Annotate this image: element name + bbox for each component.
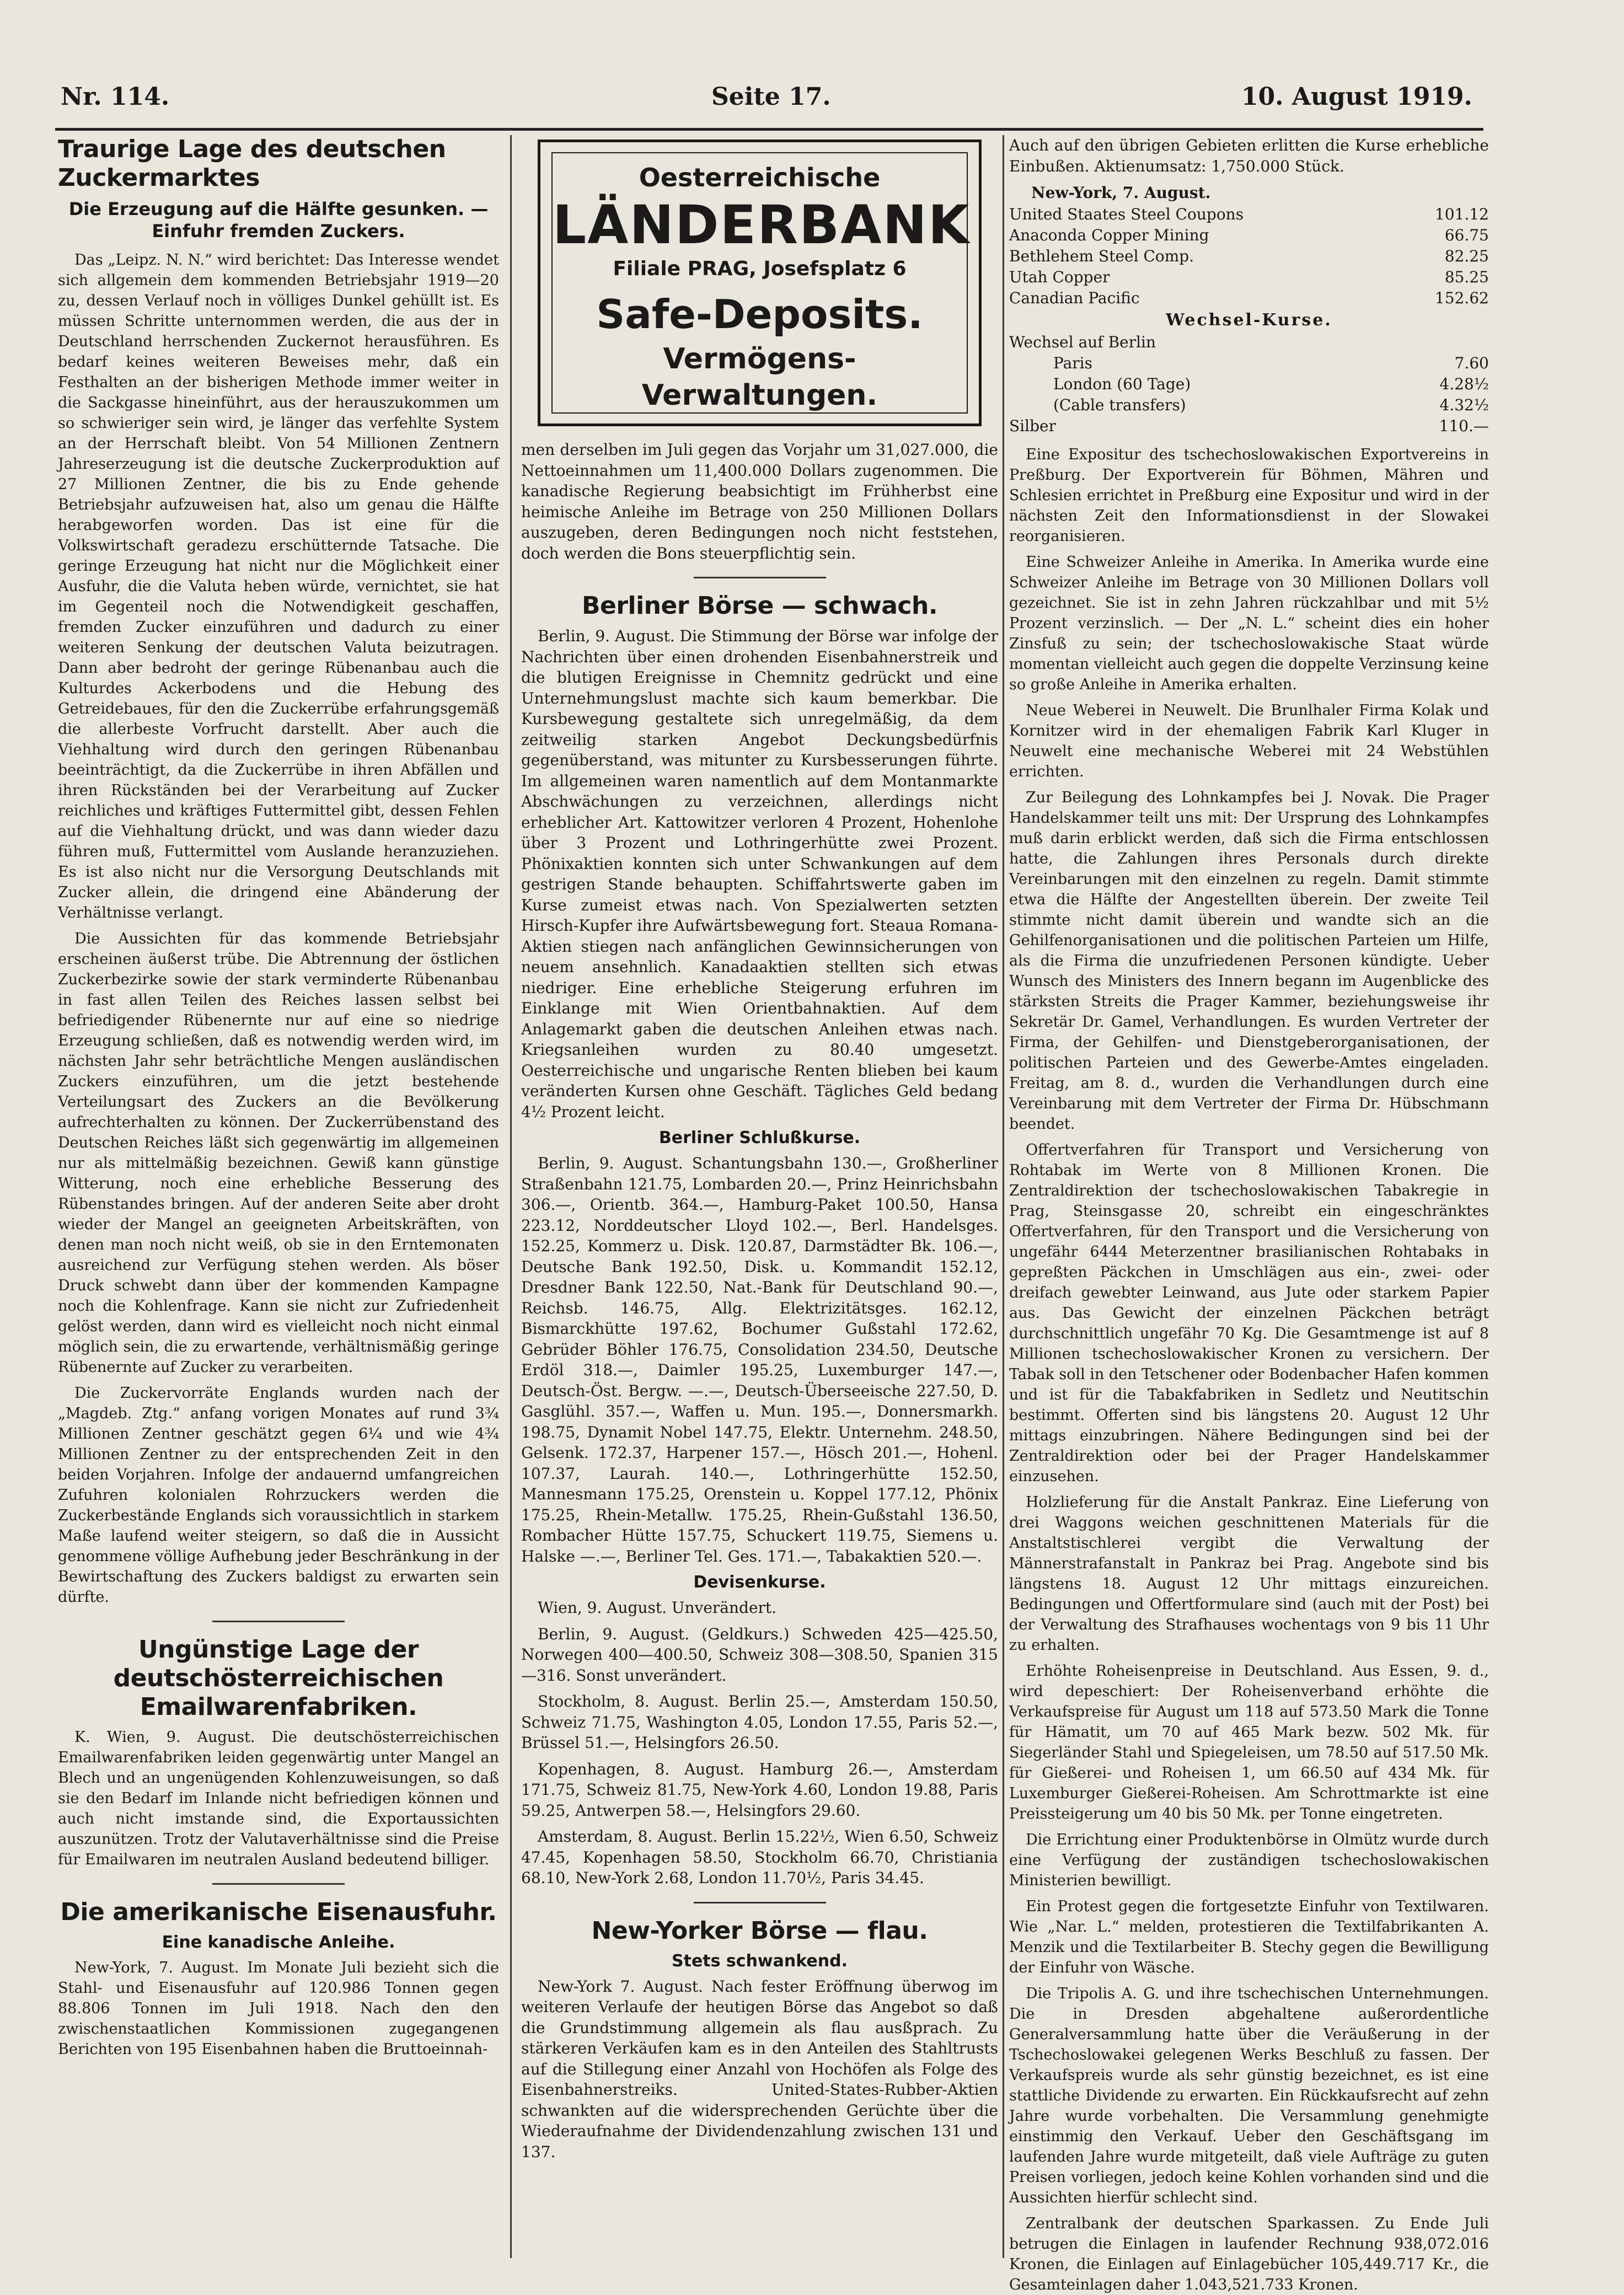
article-eisenausfuhr — [58, 1898, 499, 2060]
news-item: Offertverfahren für Transport und Versicherung von Rohtabak im Werte von 8 Millionen Kronen. Die Zentraldirektion der tschechoslowakischen Tabakregie in Prag, Steinsgasse 20, schreibt ein eingeschränktes Offertverfahren, für den Transport und die Versicherung von ungefähr 6444 Meterzentner brasilianischen Rohtabaks in gepreßten Päckchen in Umschlägen aus ein-, zwei- oder dreifach gewebter Leinwand, aus Jute oder starkem Papier aus. Das Gewicht der einzelnen Päckchen beträgt durchschnittlich ungefähr 70 Kg. Die Gesamtmenge ist auf 8 Millionen tschechoslowakischer Kronen zu versichern. Der Tabak soll in den Tetschener oder Bodenbacher Hafen kommen und ist für die Tabakfabriken in Sedletz und Neutitschin bestimmt. Offerten sind bis längstens 20. August 12 Uhr mittags einzubringen. Nähere Bedingungen sind bei der Zentraldirektion oder bei der Prager Handelskammer einzusehen. — [1009, 1141, 1489, 1485]
page-number: Seite 17. — [711, 83, 831, 111]
quote-row: Utah Copper 85.25 — [1009, 268, 1489, 286]
news-item: Zentralbank der deutschen Sparkassen. Zu Ende Juli betrugen die Einlagen in laufender Rechnung 938,072.016 Kronen, die Einlagen auf Einlagebücher 105,449.717 Kr., die Gesamteinlagen daher 1.043,521.733 Kronen. — [1009, 2215, 1489, 2293]
news-item: Zur Beilegung des Lohnkampfes bei J. Novak. Die Prager Handelskammer teilt uns mit: Der Ursprung des Lohnkampfes muß darin erblickt werden, daß sich die Firma entschlossen hatte, die Zahlungen ihres Personals durch direkte Vereinbarungen mit den einzelnen zu regeln. Damit stimmte etwa die Hälfte der Angestellten überein. Der zweite Teil stimmte nicht damit überein und wandte sich an die Gehilfenorganisationen und die politischen Parteien um Hilfe, als die Firma die unzufriedenen Personen kündigte. Ueber Wunsch des Ministers des Innern begann im Augenblicke des stärksten Streits die Prager Kammer, beziehungsweise ihr Sekretär Dr. Gamel, Verhandlungen. Es wurden Vertreter der Firma, der Gehilfen- und Dienstgeberorganisationen, der politischen Parteien und des Gewerbe-Amtes eingeladen. Freitag, am 8. d., wurden die Verhandlungen durch eine Vereinbarung mit dem Vertreter der Firma Dr. Hübschmann beendet. — [1009, 789, 1489, 1133]
news-item: Erhöhte Roheisenpreise in Deutschland. Aus Essen, 9. d., wird depeschiert: Der Roheisenverband erhöhte die Verkaufspreise für August um 118 auf 573.50 Mark die Tonne für Hämatit, um 70 auf 465 Mark bezw. 502 Mk. für Siegerländer Stahl und Spiegeleisen, um 78.50 auf 517.50 Mk. für Gießerei- und Roheisen 1, um 66.50 auf 434 Mk. für Luxemburger Gießerei-Roheisen. Am Schrottmarkte ist eine Preissteigerung um 40 bis 50 Mk. per Tonne eingetreten. — [1009, 1663, 1489, 1822]
paragraph: Amsterdam, 8. August. Berlin 15.22½, Wien 6.50, Schweiz 47.45, Kopenhagen 58.50, Stockholm 66.70, Christiania 68.10, New-York 2.68, London 11.70½, Paris 34.45. — [521, 1827, 998, 1887]
paragraph: Wien, 9. August. Unverändert. — [538, 1599, 777, 1617]
paragraph: Stockholm, 8. August. Berlin 25.—, Amsterdam 150.50, Schweiz 71.75, Washington 4.05, London 17.55, Paris 52.—, Brüssel 51.—, Helsingfors 26.50. — [521, 1692, 998, 1752]
paragraph: New-York 7. August. Nach fester Eröffnung überwog im weiteren Verlaufe der heutigen Börse das Angebot so daß die Grundstimmung allgemein als flau ausßprach. Zu stärkeren Verkäufen kam es in den Anteilen des Stahltrusts auf die Stillegung einer Anzahl von Hochöfen als Folge des Eisenbahnerstreiks. United-States-Rubber-Aktien schwankten auf die widersprechenden Gerüchte über die Wiederaufnahme der Dividendenzahlung zwischen 131 und 137. — [521, 1977, 998, 2161]
ad-service: Vermögens-Verwaltungen. — [641, 342, 878, 412]
article-zuckermarkt — [58, 135, 499, 1607]
headline: Traurige Lage des deutschen Zuckermarktes — [58, 135, 446, 192]
headline: Ungünstige Lage der deutschösterreichischen Emailwarenfabriken. — [113, 1636, 444, 1721]
quote-row: United Staates Steel Coupons 101.12 — [1009, 205, 1489, 223]
exchange-title: Wechsel-Kurse. — [1166, 310, 1332, 330]
paragraph: Die Aussichten für das kommende Betriebsjahr erscheinen äußerst trübe. Die Abtrennung der östlichen Zuckerbezirke sowie der stark verminderte Rübenanbau in fast allen Teilen des Reiches lassen selbst bei befriedigender Rübenernte nur auf eine so niedrige Erzeugung schließen, daß es notwendig werden wird, im nächsten Jahr sehr beträchtliche Mengen ausländischen Zuckers einzuführen, um die jetzt bestehende Verteilungsart des Zuckers an die Bevölkerung aufrechterhalten zu können. Der Zuckerrübenstand des Deutschen Reiches läßt sich gegenwärtig im allgemeinen nur als mittelmäßig bezeichnen. Gewiß kann günstige Witterung, noch eine erhebliche Besserung des Rübenstandes bringen. Auf der anderen Seite aber droht wieder der Mangel an geeigneten Arbeitskräften, von denen man noch nicht weiß, ob sie in den Erntemonaten ausreichend zur Verfügung stehen werden. Als böser Druck schwebt dann über der kommenden Kampagne noch die Kohlenfrage. Kann sie nicht zur Zufriedenheit gelöst werden, dann wird es vielleicht noch nicht einmal möglich sein, die zu erwartende, verhältnismäßig geringe Rübenernte auf Zucker zu verarbeiten. — [58, 930, 499, 1376]
separator — [694, 577, 826, 578]
masthead — [61, 83, 1472, 121]
headline: Devisenkurse. — [693, 1573, 826, 1592]
column-1 — [58, 135, 499, 2258]
article-schlusskurse — [521, 1128, 998, 1567]
ad-line: Oesterreichische — [639, 163, 881, 192]
paragraph: Die Zuckervorräte Englands wurden nach der „Magdeb. Ztg.“ anfang vorigen Monates auf rund 3¾ Millionen Zentner geschätzt gegen 6¼ und wie 4¾ Millionen Zentner zu der entsprechenden Zeit in den beiden Vorjahren. Infolge der andauernd umfangreichen Zufuhren kolonialen Rohrzuckers werden die Zuckerbestände Englands sich voraussichtlich in starkem Maße laufend weiter steigern, so daß die in Aussicht genommene völlige Aufhebung jeder Beschränkung in der Bewirtschaftung des Zuckers baldigst zu erwarten sein dürfte. — [58, 1385, 499, 1606]
headline: Die amerikanische Eisenausfuhr. — [60, 1898, 497, 1926]
paragraph: Berlin, 9. August. Schantungsbahn 130.—, Großherliner Straßenbahn 121.75, Lombarden 20.—, Prinz Heinrichsbahn 306.—, Orientb. 364.—, Hamburg-Paket 100.50, Hansa 223.12, Norddeutscher Lloyd 102.—, Berl. Handelsges. 152.25, Kommerz u. Disk. 120.87, Darmstädter Bk. 106.—, Deutsche Bank 192.50, Disk. u. Kommandit 152.12, Dresdner Bank 122.50, Nat.-Bank für Deutschland 90.—, Reichsb. 146.75, Allg. Elektrizitätsges. 162.12, Bismarckhütte 197.62, Bochumer Gußstahl 172.62, Gebrüder Böhler 176.75, Consolidation 234.50, Deutsche Erdöl 318.—, Daimler 195.25, Luxemburger 147.—, Deutsch-Öst. Bergw. —.—, Deutsch-Überseeische 227.50, D. Gasglühl. 357.—, Waffen u. Mun. 195.—, Donnersmarkh. 198.75, Dynamit Nobel 147.75, Elektr. Unternehm. 248.50, Gelsenk. 172.37, Harpener 157.—, Hösch 201.—, Hohenl. 107.37, Laurah. 140.—, Lothringerhütte 152.50, Mannesmann 175.25, Orenstein u. Koppel 177.12, Phönix 175.25, Rhein-Metallw. 175.25, Rhein-Gußstahl 136.50, Rombacher Hütte 157.75, Schuckert 119.75, Siemens u. Halske —.—, Berliner Tel. Ges. 171.—, Tabakaktien 520.—. — [521, 1154, 998, 1565]
subhead: Die Erzeugung auf die Hälfte gesunken. — Einfuhr fremden Zuckers. — [68, 199, 489, 242]
separator — [212, 1621, 345, 1622]
paragraph: New-York, 7. August. Im Monate Juli bezieht sich die Stahl- und Eisenausfuhr auf 120.986 Tonnen gegen 88.806 Tonnen im Juli 1918. Nach den den zwischenstaatlichen Kommissionen zugegangenen Berichten von 195 Eisenbahnen haben die Bruttoeinnah- — [58, 1959, 499, 2058]
news-item: Holzlieferung für die Anstalt Pankraz. Eine Lieferung von drei Waggons weichen geschnittenen Materials für die Anstaltstischlerei vergibt die Verwaltung der Männerstrafanstalt in Pankraz bei Prag. Angebote sind bis längstens 18. August 12 Uhr mittags einzureichen. Bedingungen und Offertformulare sind (auch mit der Post) bei der Verwaltung des Strafhauses wochentags von 9 bis 11 Uhr zu erhalten. — [1009, 1494, 1489, 1654]
column-rule-2 — [1003, 135, 1004, 2258]
ad-bank-name: LÄNDERBANK — [553, 194, 971, 256]
paragraph: K. Wien, 9. August. Die deutschösterreichischen Emailwarenfabriken leiden gegenwärtig unter Mangel an Blech und an ungenügenden Kohlenzuweisungen, so daß sie den Bedarf im Inlande nicht befriedigen können und auch nicht imstande sind, die Exportaussichten auszunützen. Trotz der Valutaverhältnisse sind die Preise für Emailwaren im neutralen Ausland bedeutend billiger. — [58, 1729, 499, 1868]
ad-address: Filiale PRAG, Josefsplatz 6 — [613, 258, 907, 280]
paragraph: men derselben im Juli gegen das Vorjahr um 31,027.000, die Nettoeinnahmen um 11,400.000 Dollars zugenommen. Die kanadische Regierung beabsichtigt im Frühherbst eine heimische Anleihe im Betrage von 250 Millionen Dollars auszugeben, deren Bedingungen noch nicht feststehen, doch werden die Bons steuerpflichtig sein. — [521, 441, 998, 562]
paragraph: Berlin, 9. August. (Geldkurs.) Schweden 425—425.50, Norwegen 400—400.50, Schweiz 308—308.50, Spanien 315—316. Sonst unverändert. — [521, 1624, 998, 1685]
subhead: Stets schwankend. — [672, 1951, 848, 1971]
exchange-row: London (60 Tage) 4.28½ — [1053, 375, 1489, 393]
top-rule — [55, 128, 1483, 131]
article-devisenkurse — [521, 1572, 998, 1889]
article-new-yorker-boerse — [521, 1917, 998, 2163]
separator — [212, 1883, 345, 1885]
ad-service: Safe-Deposits. — [596, 291, 923, 337]
quote-row: Bethlehem Steel Comp. 82.25 — [1009, 247, 1489, 265]
column-2 — [521, 135, 998, 2258]
news-item: Eine Schweizer Anleihe in Amerika. In Amerika wurde eine Schweizer Anleihe im Betrage von 30 Millionen Dollars voll gezeichnet. Sie ist in zehn Jahren rückzahlbar und mit 5½ Prozent verzinslich. — Der „N. L.“ scheint dies ein hoher Zinsfuß zu sein; der tschechoslowakische Staat würde momentan vielleicht auch gegen die doppelte Verzinsung keine so große Anleihe in Amerika erhalten. — [1009, 554, 1489, 693]
headline: Berliner Schlußkurse. — [658, 1128, 861, 1148]
paragraph: Berlin, 9. August. Die Stimmung der Börse war infolge der Nachrichten über einen drohenden Eisenbahnerstreik und die blutigen Ereignisse in Chemnitz gedrückt und eine Unternehmungslust machte sich kaum bemerkbar. Die Kursbewegung gestaltete sich unregelmäßig, da dem zeitweilig starken Angebot Deckungsbedürfnis gegenüberstand, was mitunter zu Kursbesserungen führte. Im allgemeinen waren namentlich auf dem Montanmarkte Abschwächungen zu verzeichnen, allerdings nicht erheblicher Art. Kattowitzer verloren 4 Prozent, Hohenlohe über 3 Prozent und Lothringerhütte zwei Prozent. Phönixaktien konnten sich unter Schwankungen auf dem gestrigen Stande behaupten. Schiffahrtswerte gaben im Kurse zumeist etwas nach. Von Spezialwerten setzten Hirsch-Kupfer ihre Aufwärtsbewegung fort. Steaua Romana-Aktien stiegen nach anfänglichen Gewinnsicherungen von neuem ansehnlich. Kanadaaktien stellten sich etwas niedriger. Eine erhebliche Steigerung erfuhren im Einklange mit Wien Orientbahnaktien. Auf dem Anlagemarkt gaben die deutschen Anleihen etwas nach. Kriegsanleihen wurden zu 80.40 umgesetzt. Oesterreichische und ungarische Renten blieben bei kaum veränderten Kursen ohne Geschäft. Tägliches Geld bedang 4½ Prozent leicht. — [521, 627, 998, 1121]
news-item: Neue Weberei in Neuwelt. Die Brunlhaler Firma Kolak und Kornitzer wird in der ehemaligen Fabrik Karl Kluger in Neuwelt eine mechanische Weberei mit 24 Webstühlen errichten. — [1009, 702, 1489, 780]
quote-row: Anaconda Copper Mining 66.75 — [1009, 226, 1489, 244]
exchange-row: Silber 110.— — [1009, 417, 1489, 435]
subhead: Eine kanadische Anleihe. — [162, 1933, 395, 1952]
headline: Berliner Börse — schwach. — [581, 592, 938, 620]
separator — [694, 1902, 826, 1903]
paragraph: Kopenhagen, 8. August. Hamburg 26.—, Amsterdam 171.75, Schweiz 81.75, New-York 4.60, London 19.88, Paris 59.25, Antwerpen 58.—, Helsingfors 29.60. — [521, 1760, 998, 1820]
exchange-row: (Cable transfers) 4.32½ — [1053, 396, 1489, 414]
advertisement-laenderbank — [538, 140, 982, 426]
paragraph: Das „Leipz. N. N.“ wird berichtet: Das Interesse wendet sich allgemein dem kommenden Betriebsjahr 1919—20 zu, dessen Verlauf noch in völliges Dunkel gehüllt ist. Es müssen Schritte unternommen werden, die aus der in Deutschland herrschenden Zuckernot herausführen. Es bedarf keines weiteren Beweises mehr, daß ein Festhalten an der bisherigen Methode immer weiter in die Sackgasse hineinführt, aus der herauszukommen um so schwieriger sein wird, je länger das verfehlte System an der Herrschaft bleibt. Von 54 Millionen Zentnern Jahreserzeugung ist die deutsche Zuckerproduktion auf 27 Millionen Zentner, die bis zu Ende gehende Betriebsjahr aufzuweisen hat, also um genau die Hälfte herabgeworfen worden. Das ist eine für die Volkswirtschaft geradezu erschütternde Tatsache. Die geringe Erzeugung hat nicht nur die Möglichkeit einer Ausfuhr, die die Valuta heben würde, vernichtet, sie hat im Gegenteil noch die Notwendigkeit geschaffen, fremden Zucker einzuführen und dadurch zu einer weiteren Senkung der deutschen Valuta beizutragen. Dann aber bedroht der geringe Rübenanbau auch die Kulturdes Ackerbodens und die Hebung des Getreidebaues, für den die Zuckerrübe erfahrungsgemäß die allerbeste Vorfrucht darstellt. Aber auch die Viehhaltung wird durch den geringen Rübenanbau beeinträchtigt, da die Zuckerrübe in ihren Abfällen und ihren Rückständen bei der Verarbeitung auf Zucker reichliches und kräftiges Futtermittel gibt, dessen Fehlen auf die Viehhaltung drückt, und was dann wieder dazu führen muß, Futtermittel vom Auslande heranzuziehen. Es ist also nicht nur die Versorgung Deutschlands mit Zucker allein, die dringend eine Abänderung der Verhältnisse verlangt. — [58, 251, 499, 921]
spacer — [1009, 437, 1489, 444]
article-berliner-boerse — [521, 592, 998, 1122]
paragraph: Auch auf den übrigen Gebieten erlitten die Kurse erhebliche Einbußen. Aktienumsatz: 1,750.000 Stück. — [1009, 136, 1489, 175]
column-rule-1 — [510, 135, 512, 2258]
news-item: Die Tripolis A. G. und ihre tschechischen Unternehmungen. Die in Dresden abgehaltene außerordentliche Generalversammlung hatte über die Veräußerung in der Tschechoslowakei gelegenen Werks Beschluß zu fassen. Der Verkaufspreis wurde als sehr günstig bezeichnet, es ist eine stattliche Dividende zu erwarten. Ein Rückkaufsrecht auf zehn Jahre wurde vorbehalten. Die Versammlung genehmigte einstimmig den Verkauf. Ueber den Geschäftsgang im laufenden Jahre wurde mitgeteilt, daß viele Aufträge zu guten Preisen vorliegen, jedoch keine Kohlen vorhanden sind und die Aussichten hierfür schlecht sind. — [1009, 1985, 1489, 2206]
article-emailwaren — [58, 1636, 499, 1870]
quotes-title: New-York, 7. August. — [1031, 184, 1211, 202]
exchange-row: Wechsel auf Berlin — [1009, 333, 1156, 351]
news-item: Ein Protest gegen die fortgesetzte Einfuhr von Textilwaren. Wie „Nar. L.“ melden, protestieren die Textilfabrikanten A. Menzik und die Textilarbeiter B. Stechy gegen die Bewilligung der Einfuhr von Wäsche. — [1009, 1898, 1489, 1976]
headline: New-Yorker Börse — flau. — [591, 1916, 928, 1945]
stock-quotes — [1009, 182, 1489, 437]
issue-date: 10. August 1919. — [1241, 83, 1472, 111]
column-3 — [1009, 135, 1489, 2293]
exchange-row: Paris 7.60 — [1053, 354, 1489, 372]
advertisement-frame — [551, 152, 971, 414]
news-item: Eine Expositur des tschechoslowakischen Exportvereins in Preßburg. Der Exportverein für Böhmen, Mähren und Schlesien errichtet in Preßburg eine Expositur und wird in der nächsten Zeit den Informationsdienst in der Slowakei reorganisieren. — [1009, 446, 1489, 545]
issue-number: Nr. 114. — [61, 83, 170, 111]
quote-row: Canadian Pacific 152.62 — [1009, 289, 1489, 307]
news-item: Die Errichtung einer Produktenbörse in Olmütz wurde durch eine Verfügung der zuständigen tschechoslowakischen Ministerien bewilligt. — [1009, 1831, 1489, 1889]
